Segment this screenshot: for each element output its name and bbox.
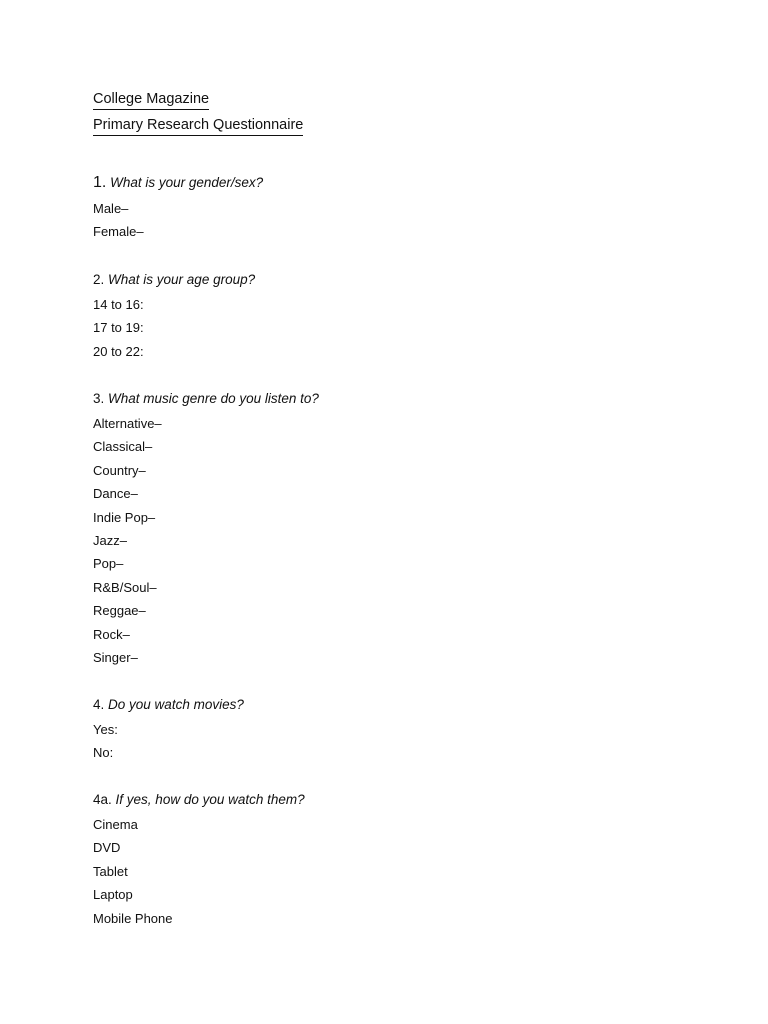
answer-option: Male– [93,201,129,216]
question-1 [93,174,733,244]
answer-option: Mobile Phone [93,910,173,926]
question-3 [93,390,733,669]
answer-option: Pop– [93,556,124,572]
question-number: 4a. [93,792,112,807]
answer-option: Country– [93,462,146,478]
document-title: College Magazine [93,90,209,110]
question-4-heading [93,696,733,714]
question-4a-heading [93,791,733,809]
question-text: Do you watch movies? [108,697,244,712]
question-text: What music genre do you listen to? [108,391,319,406]
answer-option: Dance– [93,486,138,502]
answer-option: DVD [93,840,121,856]
question-text: What is your gender/sex? [110,175,264,190]
question-2-heading [93,271,733,289]
question-3-heading [93,390,733,408]
answer-option: R&B/Soul– [93,579,157,595]
question-4a [93,791,733,930]
answer-option: Jazz– [93,532,127,548]
question-4 [93,696,733,765]
answer-option: 14 to 16: [93,297,144,312]
question-text: What is your age group? [108,272,256,287]
answer-option: Rock– [93,626,130,642]
answer-option: Laptop [93,887,133,903]
answer-option: 20 to 22: [93,343,144,359]
question-number: 4. [93,697,105,712]
answer-option: Yes: [93,722,118,737]
answer-option: Tablet [93,863,128,879]
document-header [93,90,733,142]
document-subtitle: Primary Research Questionnaire [93,116,303,136]
answer-option: Singer– [93,649,138,665]
answer-option: 17 to 19: [93,320,144,336]
answer-option: Cinema [93,817,138,832]
question-number: 2. [93,272,105,287]
answer-option: Female– [93,224,144,240]
answer-option: Reggae– [93,603,146,619]
question-1-heading [93,174,733,192]
answer-option: Alternative– [93,416,162,431]
answer-option: Classical– [93,439,153,455]
question-text: If yes, how do you watch them? [115,792,305,807]
question-number: 3. [93,391,105,406]
question-2 [93,271,733,363]
answer-option: Indie Pop– [93,509,156,525]
question-number: 1. [93,174,107,191]
answer-option: No: [93,745,114,761]
